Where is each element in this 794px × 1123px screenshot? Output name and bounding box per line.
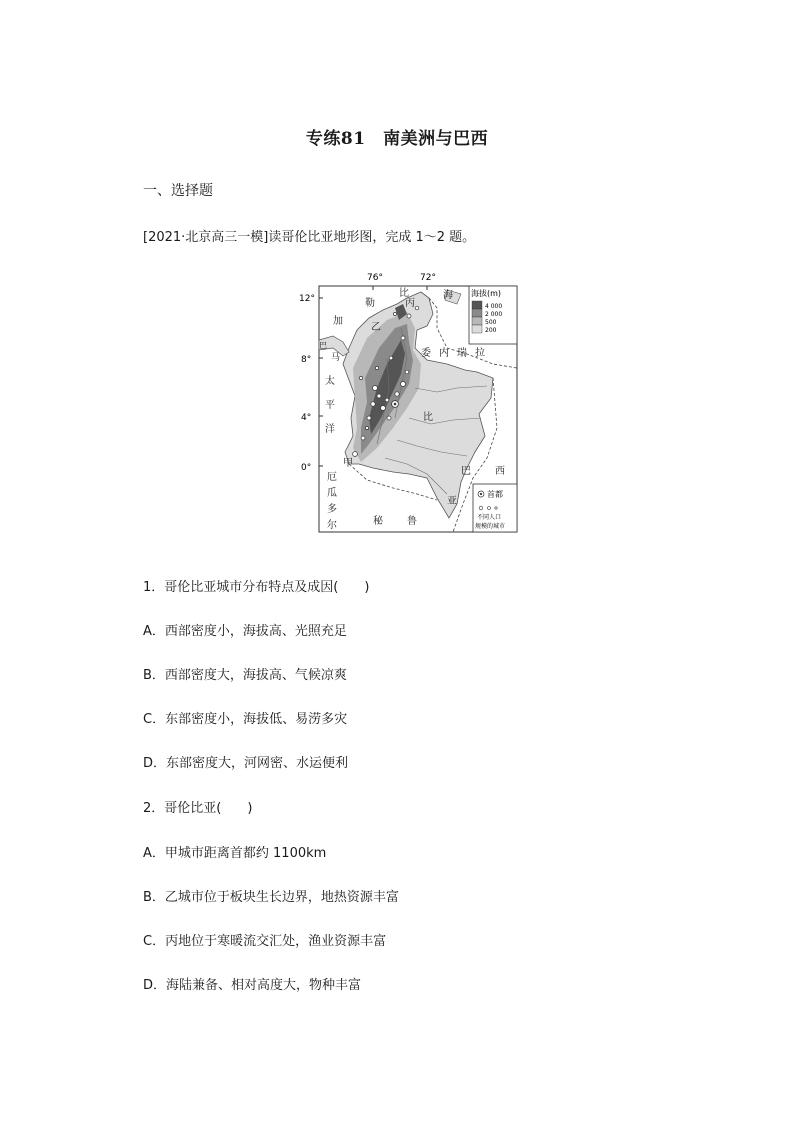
label-pacific-3: 洋 [325, 424, 335, 435]
label-caribbean-4: 海 [443, 290, 453, 301]
label-venezuela-4: 拉 [475, 348, 485, 359]
question-1-stem: 1．哥伦比亚城市分布特点及成因( ) [143, 580, 370, 595]
label-peru-2: 鲁 [407, 516, 417, 527]
question-2-stem: 2．哥伦比亚( ) [143, 801, 253, 816]
lon-label-72: 72° [420, 273, 436, 283]
legend-swatch-500 [472, 317, 482, 325]
city-legend [473, 484, 517, 532]
question-1-option-b[interactable]: B．西部密度大，海拔高、气候凉爽 [143, 668, 347, 683]
lat-label-4: 4° [301, 413, 312, 423]
label-jia: 甲 [343, 458, 353, 469]
legend-swatch-4000 [472, 301, 482, 309]
label-panama-1: 巴 [319, 341, 327, 350]
question-2-option-a[interactable]: A．甲城市距离首都约 1100km [143, 846, 327, 861]
label-venezuela-1: 委 [421, 348, 431, 359]
capital-marker-dot [394, 403, 397, 406]
lat-label-0: 0° [301, 463, 312, 473]
lat-label-12: 12° [299, 294, 315, 304]
colombia-terrain-map [297, 268, 521, 534]
legend-city-label-1: 不同人口 [477, 514, 502, 521]
question-2-option-b[interactable]: B．乙城市位于板块生长边界，地热资源丰富 [143, 890, 399, 905]
lat-label-8: 8° [301, 355, 312, 365]
question-2-option-c[interactable]: C．丙地位于寒暖流交汇处，渔业资源丰富 [143, 934, 387, 949]
label-ecuador-1: 厄 [327, 472, 337, 483]
elevation-legend [469, 286, 517, 344]
label-venezuela-2: 内 [439, 348, 449, 359]
label-brazil-1: 巴 [461, 466, 471, 477]
section-heading: 一、选择题 [143, 183, 213, 199]
legend-item-500: 500 [485, 319, 497, 326]
label-caribbean-2: 勒 [365, 298, 375, 309]
question-2-option-d[interactable]: D．海陆兼备、相对高度大，物种丰富 [143, 978, 362, 993]
lon-label-76: 76° [367, 273, 383, 283]
legend-item-200: 200 [485, 327, 497, 334]
label-ecuador-2: 瓜 [327, 488, 337, 499]
label-ecuador-4: 尔 [327, 520, 337, 531]
question-1-option-a[interactable]: A．西部密度小，海拔高、光照充足 [143, 624, 347, 639]
legend-title: 海拔(m) [471, 289, 502, 298]
label-pacific-1: 太 [325, 376, 335, 387]
page-title: 专练81 南美洲与巴西 [305, 129, 489, 149]
label-peru-1: 秘 [373, 516, 383, 527]
question-1-option-c[interactable]: C．东部密度小，海拔低、易涝多灾 [143, 712, 348, 727]
legend-item-4000: 4 000 [485, 303, 503, 310]
legend-city-label-2: 规模的城市 [475, 523, 506, 530]
label-caribbean-1: 加 [333, 316, 343, 327]
question-1-option-d[interactable]: D．东部密度大，河网密、水运便利 [143, 756, 349, 771]
label-caribbean-3: 比 [399, 288, 409, 299]
question-source: [2021·北京高三一模]读哥伦比亚地形图，完成 1～2 题。 [143, 230, 476, 245]
legend-capital-label: 首都 [487, 490, 503, 499]
label-colombia-1: 比 [423, 412, 433, 423]
label-panama-2: 马 [331, 353, 341, 363]
label-pacific-2: 平 [325, 400, 335, 411]
label-brazil-2: 西 [495, 466, 505, 477]
legend-swatch-200 [472, 325, 482, 333]
label-yi: 乙 [371, 322, 381, 333]
legend-swatch-2000 [472, 309, 482, 317]
label-venezuela-3: 瑞 [457, 348, 467, 359]
label-bing: 丙 [405, 298, 415, 309]
label-colombia-2: 亚 [447, 496, 457, 507]
legend-item-2000: 2 000 [485, 311, 503, 318]
label-ecuador-3: 多 [327, 504, 337, 515]
